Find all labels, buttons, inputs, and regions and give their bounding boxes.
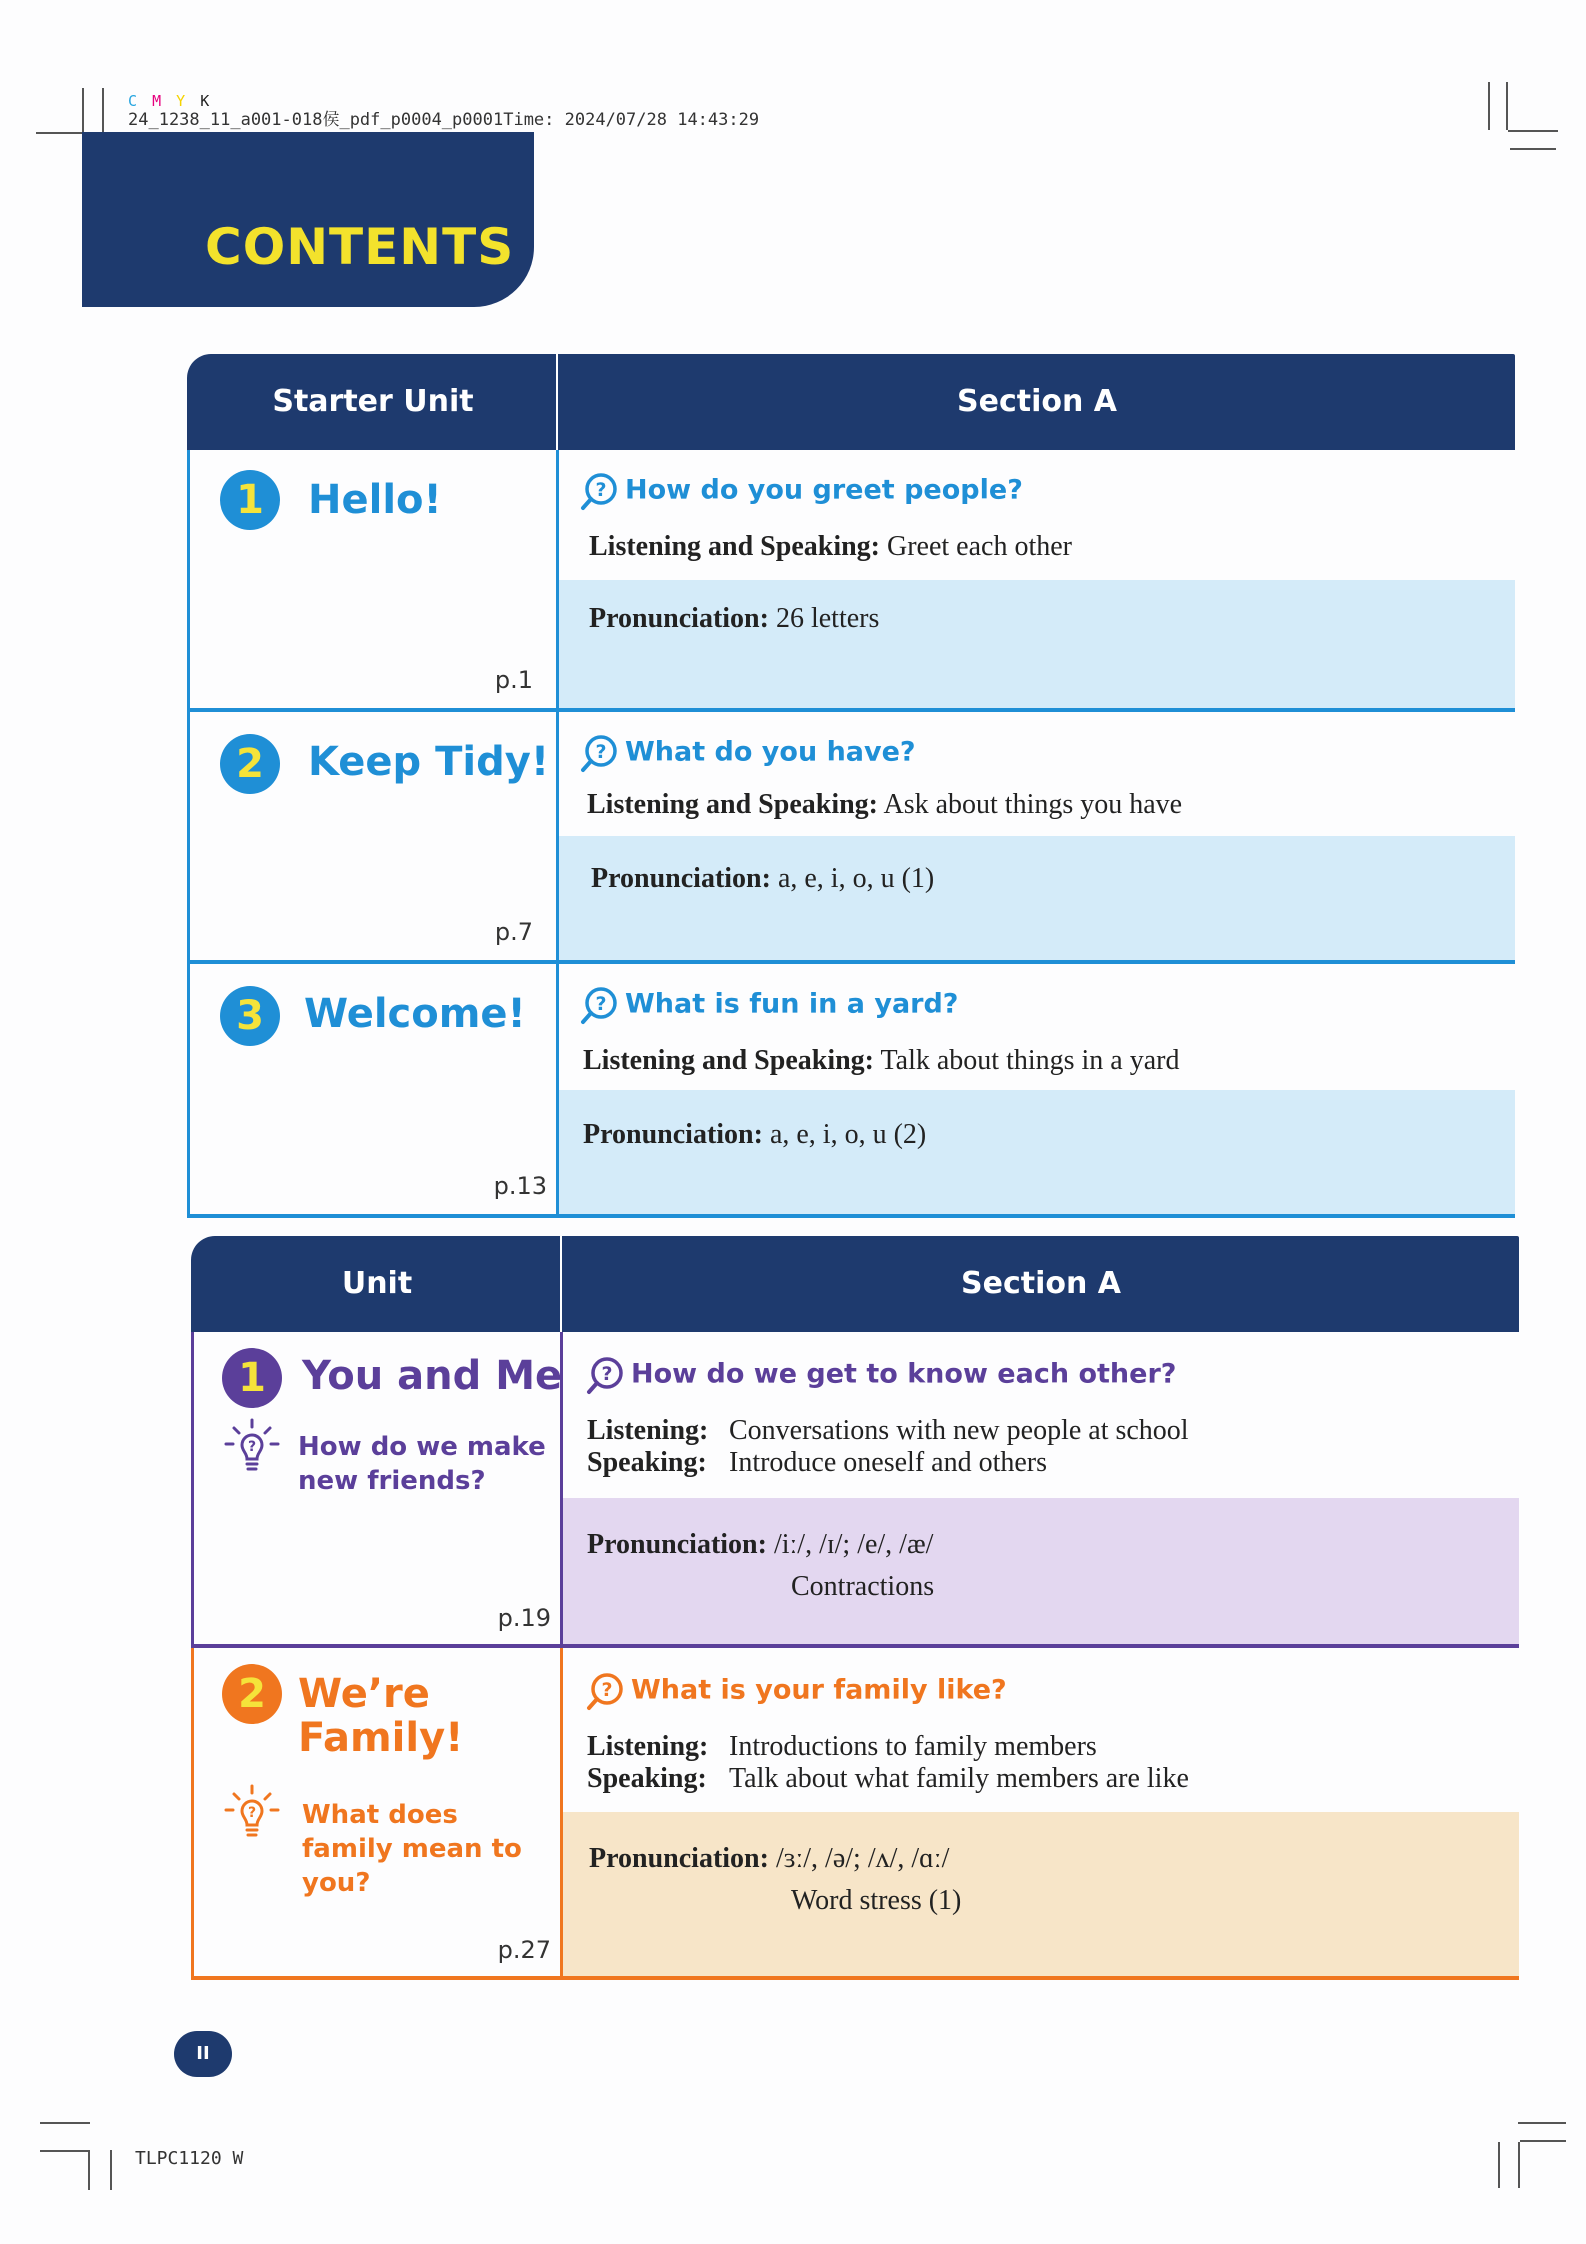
pron-label: Pronunciation:: [591, 863, 771, 894]
starter-unit-table: [187, 354, 1515, 1218]
page-ref: p.13: [493, 1172, 547, 1200]
key-question-text: What is your family like?: [631, 1674, 1007, 1706]
table-header: [187, 354, 1515, 450]
header-divider: [556, 354, 558, 450]
pronunciation: [589, 602, 879, 636]
table-header: [191, 1236, 1519, 1332]
print-info: [128, 92, 759, 130]
page-ref: p.1: [494, 666, 533, 694]
header-section-a: Section A: [961, 1266, 1121, 1301]
key-question: [585, 1354, 1176, 1395]
ls-label: Listening and Speaking:: [583, 1045, 874, 1076]
page-title: CONTENTS: [205, 218, 515, 276]
pron-label: Pronunciation:: [583, 1119, 763, 1150]
footer-code: TLPC1120 W: [135, 2148, 244, 2169]
pronunciation-band: [563, 1498, 1519, 1644]
unit-title: Hello!: [308, 477, 442, 523]
unit-row-1: [191, 1332, 1519, 1648]
section-cell: [556, 964, 1515, 1218]
page-number-badge: II: [174, 2031, 232, 2077]
unit-row-2: [191, 1648, 1519, 1980]
pronunciation-extra: Word stress (1): [791, 1885, 962, 1916]
header-divider: [560, 1236, 562, 1332]
unit-cell: [191, 1332, 563, 1648]
pronunciation-band: [559, 1090, 1515, 1214]
key-question: [579, 732, 916, 773]
svg-text:?: ?: [595, 740, 607, 763]
page-ref: p.27: [497, 1936, 551, 1964]
question-magnifier-icon: [579, 471, 619, 511]
crop-mark: [1506, 82, 1508, 130]
big-question: What does family mean to you?: [302, 1800, 522, 1898]
pronunciation: [587, 1528, 933, 1562]
pronunciation-band: [563, 1812, 1519, 1976]
section-cell: [556, 712, 1515, 964]
listening-speaking: [583, 1044, 1179, 1078]
listening-speaking: [587, 788, 1182, 822]
pron-text: /iː/, /ɪ/; /e/, /æ/: [773, 1529, 934, 1560]
big-question: How do we make new friends?: [298, 1432, 546, 1496]
crop-mark: [102, 88, 104, 132]
unit-number-badge: 2: [220, 734, 280, 794]
key-question-text: How do you greet people?: [625, 474, 1023, 506]
pron-label: Pronunciation:: [589, 1843, 769, 1874]
question-magnifier-icon: [579, 985, 619, 1025]
pron-label: Pronunciation:: [587, 1529, 767, 1560]
starter-row-3: [187, 964, 1515, 1218]
speaking-label: Speaking:: [587, 1763, 707, 1794]
cmyk-m: M: [152, 92, 165, 110]
pronunciation: [589, 1842, 949, 1876]
unit-number-badge: 1: [220, 470, 280, 530]
pron-label: Pronunciation:: [589, 603, 769, 634]
lightbulb-question-icon: [224, 1418, 280, 1474]
svg-text:?: ?: [247, 1805, 257, 1821]
crop-mark: [1488, 82, 1490, 130]
key-question-text: What do you have?: [625, 736, 916, 768]
key-question-text: How do we get to know each other?: [631, 1358, 1177, 1390]
unit-number-badge: 2: [222, 1664, 282, 1724]
svg-text:?: ?: [595, 992, 607, 1015]
crop-mark: [1518, 2142, 1520, 2188]
ls-text: Talk about things in a yard: [880, 1045, 1180, 1076]
svg-text:?: ?: [601, 1362, 613, 1385]
listening-text: Conversations with new people at school: [729, 1415, 1189, 1446]
crop-mark: [110, 2150, 112, 2190]
ls-label: Listening and Speaking:: [589, 531, 880, 562]
section-cell: [556, 450, 1515, 712]
question-magnifier-icon: [579, 733, 619, 773]
unit-cell: [187, 712, 559, 964]
cmyk-k: K: [200, 92, 213, 110]
unit-cell: [191, 1648, 563, 1980]
question-magnifier-icon: [585, 1671, 625, 1711]
starter-row-2: [187, 712, 1515, 964]
svg-text:?: ?: [247, 1439, 257, 1455]
ls-label: Listening and Speaking:: [587, 789, 878, 820]
speaking: [587, 1446, 1047, 1480]
key-question: [579, 984, 958, 1025]
speaking-text: Talk about what family members are like: [729, 1763, 1189, 1794]
print-info-line: 24_1238_11_a001-018侯_pdf_p0004_p0001Time: 2024/07/28 14:43:29: [128, 110, 760, 130]
pronunciation-band: [559, 836, 1515, 960]
crop-mark: [40, 2122, 90, 2124]
pron-text: a, e, i, o, u (1): [777, 863, 935, 894]
listening: [587, 1730, 1097, 1764]
section-cell: [560, 1332, 1519, 1648]
lightbulb-question-icon: [224, 1784, 280, 1840]
header-section-a: Section A: [957, 384, 1117, 419]
crop-mark: [1498, 2142, 1500, 2188]
crop-mark: [1508, 130, 1558, 132]
listening-text: Introductions to family members: [729, 1731, 1097, 1762]
ls-text: Greet each other: [887, 531, 1072, 562]
unit-title: Welcome!: [304, 991, 526, 1037]
cmyk-y: Y: [176, 92, 189, 110]
cmyk-c: C: [128, 92, 141, 110]
crop-mark: [1518, 2122, 1566, 2124]
listening-label: Listening:: [587, 1731, 709, 1762]
starter-row-1: [187, 450, 1515, 712]
unit-title-line2: Family!: [298, 1715, 464, 1761]
cmyk-marks: [128, 92, 759, 111]
page-ref: p.7: [494, 918, 533, 946]
crop-mark: [1510, 148, 1556, 150]
page-ref: p.19: [497, 1604, 551, 1632]
key-question: [585, 1670, 1007, 1711]
svg-text:?: ?: [595, 478, 607, 501]
crop-mark: [36, 132, 82, 134]
unit-title: You and Me: [302, 1353, 563, 1399]
listening-speaking: [589, 530, 1072, 564]
pronunciation: [583, 1118, 926, 1152]
listening: [587, 1414, 1189, 1448]
crop-mark: [88, 2150, 90, 2190]
section-cell: [560, 1648, 1519, 1980]
key-question-text: What is fun in a yard?: [625, 988, 959, 1020]
pron-text: a, e, i, o, u (2): [769, 1119, 927, 1150]
listening-label: Listening:: [587, 1415, 709, 1446]
pronunciation-extra: Contractions: [791, 1571, 935, 1602]
crop-mark: [40, 2150, 88, 2152]
pron-text: 26 letters: [775, 603, 880, 634]
pron-text: /ɜː/, /ə/; /ʌ/, /ɑː/: [775, 1843, 950, 1874]
pronunciation: [591, 862, 934, 896]
unit-number-badge: 3: [220, 986, 280, 1046]
question-magnifier-icon: [585, 1355, 625, 1395]
crop-mark: [82, 88, 84, 132]
unit-cell: [187, 964, 559, 1218]
key-question: [579, 470, 1023, 511]
svg-text:?: ?: [601, 1678, 613, 1701]
speaking-text: Introduce oneself and others: [729, 1447, 1047, 1478]
ls-text: Ask about things you have: [883, 789, 1183, 820]
header-starter-unit: Starter Unit: [272, 384, 474, 419]
speaking-label: Speaking:: [587, 1447, 707, 1478]
unit-title: Keep Tidy!: [308, 739, 550, 785]
unit-cell: [187, 450, 559, 712]
crop-mark: [1520, 2140, 1566, 2142]
speaking: [587, 1762, 1189, 1796]
pronunciation-band: [559, 580, 1515, 708]
unit-number-badge: 1: [222, 1348, 282, 1408]
unit-table: [191, 1236, 1519, 1980]
unit-title-line1: We’re: [298, 1671, 430, 1717]
header-unit: Unit: [341, 1266, 413, 1301]
